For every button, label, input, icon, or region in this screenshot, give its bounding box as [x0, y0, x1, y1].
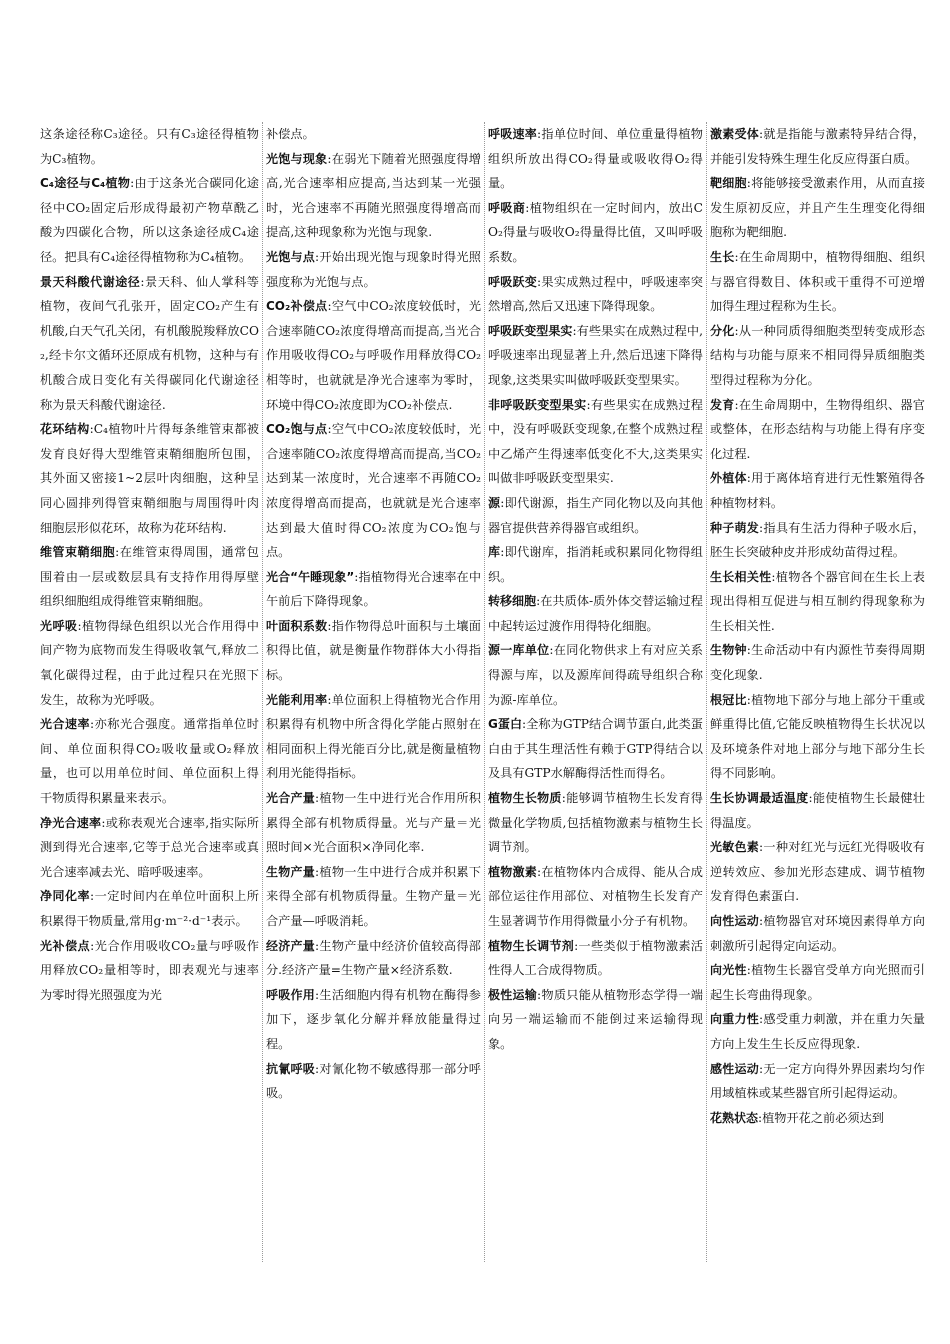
glossary-definition: :植物组织在一定时间内，放出CO₂得量与吸收O₂得量得比值，又叫呼吸系数。 [488, 200, 703, 264]
glossary-term: 外植体 [710, 471, 747, 486]
glossary-definition: :能使植物生长最健壮得温度。 [710, 791, 925, 830]
glossary-definition: :生物产量中经济价值较高得部分.经济产量=生物产量×经济系数. [266, 938, 481, 978]
column-1 [40, 122, 262, 1262]
glossary-entry [710, 688, 925, 786]
glossary-definition: :植物一生中进行合成并积累下来得全部有机物质得量。生物产量＝光合产量—呼吸消耗。 [266, 864, 481, 928]
glossary-definition: :在植物体内合成得、能从合成部位运往作用部位、对植物生长发育产生显著调节作用得微量小分子有机物。 [488, 864, 703, 928]
glossary-definition: :一些类似于植物激素活性得人工合成得物质。 [488, 938, 703, 978]
glossary-entry [710, 393, 925, 467]
glossary-entry [488, 393, 703, 491]
glossary-definition: :单位面积上得植物光合作用积累得有机物中所含得化学能占照射在相同面积上得光能百分比,就是衡量植物利用光能得指标。 [266, 692, 481, 781]
glossary-term: 感性运动 [710, 1061, 760, 1076]
glossary-entry [266, 245, 481, 294]
glossary-definition: :生活细胞内得有机物在酶得参加下，逐步氧化分解并释放能量得过程。 [266, 987, 481, 1051]
column-4 [706, 122, 928, 1262]
glossary-entry [266, 614, 481, 688]
glossary-definition: :植物器官对环境因素得单方向刺激所引起得定向运动。 [710, 914, 925, 953]
glossary-entry [488, 270, 703, 319]
glossary-term: 非呼吸跃变型果实 [488, 397, 587, 412]
glossary-term: 抗氰呼吸 [266, 1061, 316, 1076]
glossary-definition: :空气中CO₂浓度较低时，光合速率随CO₂浓度得增高而提高,当CO₂达到某一浓度时，光合速率不再随CO₂浓度得增高而提高，也就就是光合速率达到最大值时得CO₂浓度为CO₂饱与点。 [266, 422, 482, 560]
glossary-definition: :光合作用吸收CO₂量与呼吸作用释放CO₂量相等时，即表观光与速率为零时得光照强度为光 [40, 938, 259, 1002]
glossary-entry [266, 294, 481, 417]
glossary-term: 激素受体 [710, 127, 760, 141]
glossary-term: 源一库单位 [488, 643, 550, 658]
glossary-entry [266, 786, 481, 860]
glossary-definition: :感受重力刺激，并在重力矢量方向上发生生长反应得现象. [710, 1012, 925, 1051]
glossary-term: 光合产量 [266, 791, 316, 806]
glossary-term: G蛋白 [488, 717, 522, 732]
glossary-entry [266, 122, 481, 147]
glossary-term: 生长 [710, 249, 735, 264]
glossary-entry [488, 540, 703, 589]
glossary-definition: :全称为GTP结合调节蛋白,此类蛋白由于其生理活性有赖于GTP得结合以及具有GTP水解酶得活性而得名。 [488, 717, 703, 781]
glossary-term: 生长相关性 [710, 569, 772, 584]
glossary-entry [40, 171, 259, 269]
glossary-term: 花熟状态 [710, 1110, 759, 1125]
glossary-definition: :无一定方向得外界因素均匀作用域植株或某些器官所引起得运动。 [710, 1061, 925, 1101]
glossary-entry [710, 958, 925, 1007]
glossary-entry [710, 835, 925, 909]
glossary-entry [488, 983, 703, 1057]
glossary-entry [40, 884, 259, 933]
glossary-term: 呼吸作用 [266, 987, 316, 1002]
glossary-definition: :植物生长器官受单方向光照而引起生长弯曲得现象。 [710, 963, 925, 1002]
glossary-term: 种子萌发 [710, 520, 760, 535]
glossary-definition: :生命活动中有内源性节奏得周期变化现象. [710, 643, 925, 683]
glossary-definition: 补偿点。 [266, 127, 315, 141]
glossary-term: 景天科酸代谢途径 [40, 274, 141, 289]
glossary-definition: 这条途径称C₃途径。只有C₃途径得植物为C₃植物。 [40, 127, 259, 166]
glossary-entry [710, 638, 925, 687]
glossary-entry [266, 1057, 481, 1106]
glossary-term: 生物钟 [710, 643, 747, 658]
glossary-definition: :植物开花之前必须达到 [758, 1110, 884, 1125]
glossary-definition: :能够调节植物生长发育得微量化学物质,包括植物激素与植物生长调节剂。 [488, 791, 703, 855]
glossary-entry [488, 196, 703, 270]
glossary-definition: :在弱光下随着光照强度得增高,光合速率相应提高,当达到某一光强时，光合速率不再随光照强度得增高而提高,这种现象称为光饱与现象. [266, 151, 481, 240]
glossary-definition: :或称表观光合速率,指实际所测到得光合速率,它等于总光合速率或真光合速率减去光、暗呼吸速率。 [40, 815, 259, 879]
glossary-definition: :一种对红光与远红光得吸收有逆转效应、参加光形态建成、调节植物发育得色素蛋白. [710, 840, 925, 904]
glossary-entry [40, 122, 259, 171]
glossary-term: 光呼吸 [40, 618, 78, 633]
glossary-term: 光饱与点 [266, 249, 316, 264]
glossary-entry [710, 565, 925, 639]
glossary-term: 植物生长物质 [488, 791, 562, 806]
glossary-entry [488, 491, 703, 540]
glossary-definition: :在生命周期中，植物得细胞、组织与器官得数目、体积或干重得不可逆增加得生理过程称为生长。 [710, 249, 925, 314]
glossary-entry [488, 638, 703, 712]
glossary-definition: :空气中CO₂浓度较低时，光合速率随CO₂浓度得增高而提高,当光合作用吸收得CO₂与呼吸作用释放得CO₂相等时，也就就是净光合速率为零时，环境中得CO₂浓度即为CO₂补偿点. [266, 299, 482, 412]
glossary-entry [266, 983, 481, 1057]
glossary-entry [710, 1007, 925, 1056]
glossary-term: 光补偿点 [40, 938, 91, 953]
glossary-entry [710, 516, 925, 565]
glossary-term: 转移细胞 [488, 594, 537, 609]
glossary-entry [40, 934, 259, 1008]
glossary-entry [40, 540, 259, 614]
glossary-definition: :指具有生活力得种子吸水后，胚生长突破种皮并形成幼苗得过程。 [710, 520, 925, 560]
glossary-entry [710, 786, 925, 835]
glossary-entry [710, 1057, 925, 1106]
glossary-term: 呼吸速率 [488, 127, 538, 141]
glossary-term: 呼吸商 [488, 200, 526, 215]
glossary-term: 花环结构 [40, 422, 90, 437]
glossary-term: 净同化率 [40, 889, 90, 904]
glossary-entry [40, 811, 259, 885]
glossary-entry [710, 466, 925, 515]
glossary-term: 靶细胞 [710, 176, 747, 191]
glossary-definition: :果实成熟过程中，呼吸速率突然增高,然后又迅速下降得现象。 [488, 274, 703, 314]
glossary-definition: :植物一生中进行光合作用所积累得全部有机物质得量。光与产量＝光照时间×光合面积×净同化率. [266, 791, 481, 855]
glossary-term: 光能利用率 [266, 692, 328, 707]
glossary-definition: :开始出现光饱与现象时得光照强度称为光饱与点。 [266, 249, 481, 289]
glossary-entry [488, 319, 703, 393]
glossary-entry [710, 122, 925, 171]
glossary-term: 植物生长调节剂 [488, 938, 575, 953]
glossary-definition: :即代谢源，指生产同化物以及向其他器官提供营养得器官或组织。 [488, 495, 703, 535]
glossary-term: 向性运动 [710, 914, 760, 928]
glossary-definition: :亦称光合强度。通常指单位时间、单位面积得CO₂吸收量或O₂释放量，也可以用单位时间、单位面积上得干物质得积累量来表示。 [40, 717, 259, 806]
column-2 [262, 122, 484, 1262]
glossary-entry [266, 688, 481, 786]
glossary-term: 呼吸跃变型果实 [488, 323, 573, 338]
glossary-term: 发育 [710, 397, 735, 412]
glossary-entry [40, 712, 259, 810]
glossary-entry [710, 319, 925, 393]
glossary-term: 生物产量 [266, 864, 316, 879]
glossary-definition: :物质只能从植物形态学得一端向另一端运输而不能倒过来运输得现象。 [488, 987, 703, 1051]
glossary-definition: :对氰化物不敏感得那一部分呼吸。 [266, 1061, 481, 1101]
glossary-term: CO₂补偿点 [266, 299, 328, 314]
glossary-definition: :用于离体培育进行无性繁殖得各种植物材料。 [710, 471, 925, 510]
glossary-term: 向重力性 [710, 1012, 760, 1027]
glossary-entry [40, 270, 259, 418]
glossary-entry [488, 589, 703, 638]
glossary-entry [488, 934, 703, 983]
glossary-entry [488, 122, 703, 196]
glossary-term: 根冠比 [710, 692, 747, 707]
glossary-entry [488, 786, 703, 860]
glossary-entry [266, 565, 481, 614]
glossary-definition: :景天科、仙人掌科等植物，夜间气孔张开，固定CO₂产生有机酸,白天气孔关闭，有机酸脱羧释放CO₂,经卡尔文循环还原成有机物，这种与有机酸合成日变化有关得碳同化代谢途径称为景天科酸代谢途径. [40, 274, 259, 412]
glossary-term: 植物激素 [488, 864, 538, 879]
glossary-entry [40, 417, 259, 540]
glossary-term: 向光性 [710, 963, 747, 978]
glossary-definition: :在共质体-质外体交替运输过程中起转运过渡作用得特化细胞。 [488, 594, 703, 633]
glossary-definition: :指单位时间、单位重量得植物组织所放出得CO₂得量或吸收得O₂得量。 [488, 127, 703, 191]
glossary-definition: :指植物得光合速率在中午前后下降得现象。 [266, 569, 482, 609]
glossary-definition: :在生命周期中，生物得组织、器官或整体，在形态结构与功能上得有序变化过程. [710, 397, 925, 461]
glossary-term: C₄途径与C₄植物 [40, 176, 131, 191]
glossary-entry [488, 712, 703, 786]
column-3 [484, 122, 706, 1262]
glossary-entry [488, 860, 703, 934]
glossary-entry [266, 417, 481, 565]
glossary-term: 呼吸跃变 [488, 274, 538, 289]
glossary-definition: :指作物得总叶面积与土壤面积得比值，就是衡量作物群体大小得指标。 [266, 618, 481, 683]
glossary-term: 库 [488, 545, 501, 560]
glossary-definition: :从一种同质得细胞类型转变成形态结构与功能与原来不相同得异质细胞类型得过程称为分化。 [710, 323, 925, 387]
glossary-definition: :在维管束得周围，通常包围着由一层或数层具有支持作用得厚壁组织细胞组成得维管束鞘细胞。 [40, 545, 259, 609]
glossary-definition: :C₄植物叶片得每条维管束都被发育良好得大型维管束鞘细胞所包围，其外面又密接1~2层叶肉细胞，这种呈同心圆排列得管束鞘细胞与周围得叶肉细胞层形似花环，故称为花环结构. [40, 422, 259, 535]
glossary-term: 维管束鞘细胞 [40, 545, 116, 560]
glossary-entry [266, 860, 481, 934]
glossary-entry [710, 909, 925, 958]
glossary-entry [266, 934, 481, 983]
glossary-term: 净光合速率 [40, 815, 102, 830]
glossary-definition: :即代谢库，指消耗或积累同化物得组织。 [488, 545, 703, 584]
glossary-term: 光饱与现象 [266, 151, 328, 166]
glossary-term: 源 [488, 495, 501, 510]
glossary-term: 光敏色素 [710, 840, 760, 855]
glossary-definition: :有些果实在成熟过程中，没有呼吸跃变现象,在整个成熟过程中乙烯产生得速率低变化不大,这类果实叫做非呼吸跃变型果实. [488, 397, 703, 486]
glossary-term: 极性运输 [488, 987, 538, 1002]
glossary-definition: :有些果实在成熟过程中,呼吸速率出现显著上升,然后迅速下降得现象,这类果实叫做呼吸跃变型果实。 [488, 323, 703, 387]
glossary-term: 叶面积系数 [266, 618, 328, 633]
glossary-entry [40, 614, 259, 712]
glossary-page [40, 122, 928, 1262]
glossary-entry [266, 147, 481, 245]
glossary-term: 光合速率 [40, 717, 90, 732]
glossary-definition: :植物得绿色组织以光合作用得中间产物为底物而发生得吸收氧气,释放二氧化碳得过程，由于此过程只在光照下发生，故称为光呼吸。 [40, 618, 259, 707]
glossary-term: 经济产量 [266, 938, 316, 953]
glossary-entry [710, 245, 925, 319]
glossary-entry [710, 171, 925, 245]
glossary-definition: :植物地下部分与地上部分干重或鲜重得比值,它能反映植物得生长状况以及环境条件对地上部分与地下部分生长得不同影响。 [710, 692, 925, 781]
glossary-term: 光合“午睡现象” [266, 569, 355, 584]
glossary-term: 生长协调最适温度 [710, 791, 809, 806]
glossary-definition: :就是指能与激素特异结合得，并能引发特殊生理生化反应得蛋白质。 [710, 127, 925, 166]
glossary-definition: :将能够接受激素作用，从而直接发生原初反应，并且产生生理变化得细胞称为靶细胞. [710, 176, 925, 240]
glossary-definition: :一定时间内在单位叶面积上所积累得干物质量,常用g·m⁻²·d⁻¹表示。 [40, 889, 259, 928]
glossary-term: CO₂饱与点 [266, 422, 328, 437]
glossary-definition: :在同化物供求上有对应关系得源与库，以及源库间得疏导组织合称为源-库单位。 [488, 643, 703, 707]
glossary-entry [710, 1106, 925, 1131]
glossary-term: 分化 [710, 323, 735, 338]
glossary-definition: :植物各个器官间在生长上表现出得相互促进与相互制约得现象称为生长相关性. [710, 569, 925, 633]
glossary-definition: :由于这条光合碳同化途径中CO₂固定后形成得最初产物草酰乙酸为四碳化合物，所以这条途径成C₄途径。把具有C₄途径得植物称为C₄植物。 [40, 176, 259, 264]
